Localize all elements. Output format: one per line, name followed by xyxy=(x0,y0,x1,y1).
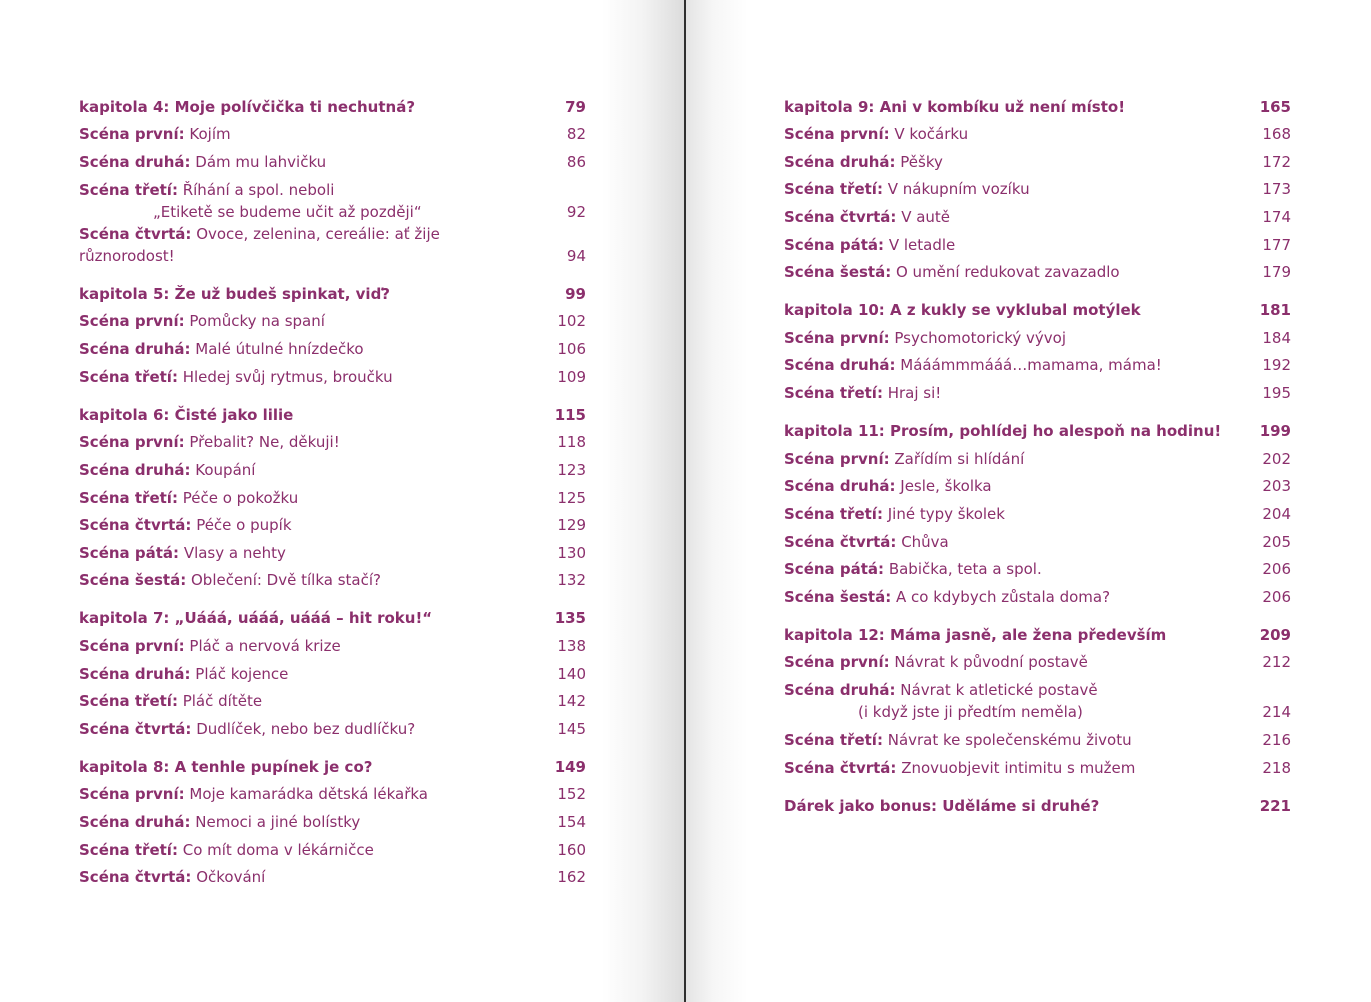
scene-label: Scéna třetí: xyxy=(784,730,883,749)
page-number: 174 xyxy=(1262,207,1291,226)
page-number: 172 xyxy=(1262,152,1291,171)
page-number: 162 xyxy=(557,868,586,887)
toc-scene-entry[interactable] xyxy=(79,481,586,509)
scene-label: Scéna pátá: xyxy=(79,543,180,562)
page-number: 179 xyxy=(1262,263,1291,282)
page-number: 138 xyxy=(557,637,586,655)
toc-scene-entry[interactable] xyxy=(79,629,586,657)
entry-first-line xyxy=(784,588,1110,606)
entry-title xyxy=(79,663,536,685)
scene-label: Scéna druhá: xyxy=(79,152,191,171)
toc-scene-entry[interactable] xyxy=(784,228,1291,256)
toc-scene-entry[interactable] xyxy=(784,376,1291,404)
entry-first-line xyxy=(79,125,231,143)
page-number: 129 xyxy=(557,516,586,535)
entry-title: Dárek jako bonus: Uděláme si druhé? xyxy=(784,796,1100,815)
entry-title: kapitola 5: Že už budeš spinkat, viď? xyxy=(79,284,391,303)
entry-title xyxy=(784,178,1241,200)
toc-scene-entry[interactable] xyxy=(79,778,586,806)
page-number: 216 xyxy=(1262,730,1291,749)
entry-first-line xyxy=(784,681,1098,699)
toc-chapter-entry[interactable] xyxy=(784,789,1291,817)
page-number: 149 xyxy=(554,757,586,776)
toc-scene-entry[interactable] xyxy=(79,145,586,173)
scene-title: Ovoce, zelenina, cereálie: ať žije různorodost! xyxy=(79,224,440,265)
toc-scene-entry[interactable] xyxy=(784,200,1291,228)
entry-title xyxy=(79,431,536,453)
toc-scene-entry[interactable] xyxy=(79,332,586,360)
scene-label: Scéna šestá: xyxy=(784,263,892,282)
entry-title xyxy=(79,839,536,861)
toc-scene-entry[interactable] xyxy=(79,536,586,564)
scene-title: Návrat k původní postavě xyxy=(889,653,1088,672)
scene-title: Mááámmmááá…mamama, máma! xyxy=(895,356,1162,375)
scene-title: Hraj si! xyxy=(882,384,942,403)
scene-title: Koupání xyxy=(190,460,256,479)
entry-first-line xyxy=(784,329,1066,347)
scene-title: Hledej svůj rytmus, broučku xyxy=(177,367,393,386)
entry-title xyxy=(784,503,1241,525)
entry-first-line xyxy=(784,505,1005,523)
entry-first-line xyxy=(79,340,364,358)
entry-title: kapitola 6: Čisté jako lilie xyxy=(79,405,294,424)
toc-scene-entry[interactable] xyxy=(784,751,1291,779)
scene-title: V letadle xyxy=(884,235,956,254)
page-number: 192 xyxy=(1262,356,1291,375)
scene-title: O umění redukovat zavazadlo xyxy=(891,263,1120,282)
toc-scene-entry[interactable] xyxy=(79,426,586,454)
toc-scene-entry[interactable] xyxy=(784,723,1291,751)
scene-label: Scéna první: xyxy=(784,125,890,144)
entry-first-line xyxy=(79,868,265,886)
toc-chapter-entry[interactable] xyxy=(79,277,586,305)
scene-label: Scéna šestá: xyxy=(79,571,187,590)
scene-label: Scéna třetí: xyxy=(784,180,883,199)
entry-first-line xyxy=(79,637,341,655)
entry-title: kapitola 11: Prosím, pohlídej ho alespoň na hodinu! xyxy=(784,422,1222,441)
scene-title: Pláč dítěte xyxy=(177,692,263,711)
entry-first-line xyxy=(79,785,428,803)
scene-title: Dudlíček, nebo bez dudlíčku? xyxy=(191,719,416,738)
page-number: 152 xyxy=(557,785,586,804)
scene-label: Scéna pátá: xyxy=(784,235,885,254)
left-page xyxy=(0,0,684,1002)
scene-label: Scéna třetí: xyxy=(79,692,178,711)
page-number: 132 xyxy=(557,571,586,590)
page-number: 168 xyxy=(1262,125,1291,144)
entry-first-line xyxy=(79,720,415,738)
page-number: 212 xyxy=(1262,653,1291,672)
scene-label: Scéna druhá: xyxy=(784,681,896,700)
toc-scene-entry[interactable] xyxy=(784,349,1291,377)
entry-first-line xyxy=(79,544,286,562)
page-number: 204 xyxy=(1262,504,1291,523)
page-number: 94 xyxy=(566,246,586,265)
entry-title xyxy=(79,569,536,591)
entry-title: kapitola 9: Ani v kombíku už není místo! xyxy=(784,97,1126,116)
entry-title xyxy=(784,327,1241,349)
entry-first-line xyxy=(784,759,1135,777)
entry-title: kapitola 12: Máma jasně, ale žena především xyxy=(784,625,1167,644)
entry-title xyxy=(784,151,1241,173)
scene-title: Jesle, školka xyxy=(895,477,992,496)
entry-title xyxy=(784,206,1241,228)
entry-first-line xyxy=(784,384,941,402)
entry-first-line xyxy=(784,477,992,495)
toc-scene-entry[interactable] xyxy=(784,442,1291,470)
toc-scene-entry[interactable] xyxy=(784,646,1291,674)
scene-label: Scéna čtvrtá: xyxy=(79,868,192,887)
entry-first-line xyxy=(79,665,288,683)
entry-first-line xyxy=(784,450,1024,468)
entry-title xyxy=(784,586,1241,608)
toc-scene-entry[interactable] xyxy=(784,470,1291,498)
scene-title: Vlasy a nehty xyxy=(179,543,286,562)
page-number: 206 xyxy=(1262,560,1291,579)
toc-scene-entry[interactable] xyxy=(79,118,586,146)
entry-first-line xyxy=(79,312,325,330)
scene-label: Scéna třetí: xyxy=(79,488,178,507)
toc-scene-entry[interactable] xyxy=(79,223,586,267)
scene-label: Scéna první: xyxy=(784,328,890,347)
page-number: 130 xyxy=(557,543,586,562)
page-number: 115 xyxy=(554,405,586,424)
scene-title: Co mít doma v lékárničce xyxy=(177,840,374,859)
toc-scene-entry[interactable] xyxy=(784,553,1291,581)
page-number: 209 xyxy=(1259,625,1291,644)
entry-title: kapitola 7: „Uááá, uááá, uááá – hit roku!“ xyxy=(79,609,433,628)
toc-scene-entry[interactable] xyxy=(79,453,586,481)
entry-first-line xyxy=(784,153,943,171)
scene-title: Pláč a nervová krize xyxy=(184,637,341,655)
scene-title: Jiné typy školek xyxy=(882,504,1005,523)
page-number: 145 xyxy=(557,719,586,738)
scene-label: Scéna druhá: xyxy=(784,152,896,171)
page-number: 86 xyxy=(566,152,586,171)
entry-title xyxy=(79,514,536,536)
toc-scene-entry[interactable] xyxy=(79,712,586,740)
page-number: 160 xyxy=(557,840,586,859)
entry-title: kapitola 10: A z kukly se vyklubal motýlek xyxy=(784,301,1141,320)
entry-title xyxy=(784,558,1241,580)
scene-title: Psychomotorický vývoj xyxy=(889,328,1066,347)
page-number: 142 xyxy=(557,692,586,711)
page-number: 154 xyxy=(557,813,586,832)
scene-title: Péče o pupík xyxy=(191,516,292,535)
scene-label: Scéna první: xyxy=(79,785,185,804)
page-number: 199 xyxy=(1259,422,1291,441)
scene-label: Scéna druhá: xyxy=(79,813,191,832)
scene-title-continued: (i když jste ji předtím neměla) xyxy=(858,703,1083,722)
entry-title xyxy=(79,179,536,223)
scene-label: Scéna druhá: xyxy=(79,340,191,359)
toc-scene-entry[interactable] xyxy=(784,145,1291,173)
scene-label: Scéna první: xyxy=(784,449,890,468)
entry-first-line xyxy=(784,208,950,226)
entry-first-line xyxy=(79,841,374,859)
entry-title xyxy=(79,310,536,332)
entry-first-line xyxy=(79,181,334,199)
right-page xyxy=(686,0,1371,1002)
entry-first-line xyxy=(784,533,949,551)
entry-first-line xyxy=(79,153,326,171)
toc-scene-entry[interactable] xyxy=(79,305,586,333)
scene-title: Zařídím si hlídání xyxy=(889,449,1025,468)
entry-title xyxy=(784,382,1241,404)
scene-label: Scéna čtvrtá: xyxy=(79,224,192,243)
entry-first-line xyxy=(784,180,1030,198)
entry-first-line xyxy=(784,560,1042,578)
scene-label: Scéna druhá: xyxy=(79,460,191,479)
entry-title xyxy=(79,223,536,267)
entry-title xyxy=(79,866,536,888)
entry-title xyxy=(784,531,1241,553)
scene-label: Scéna čtvrtá: xyxy=(79,719,192,738)
page-number: 92 xyxy=(566,202,586,221)
scene-title: V autě xyxy=(896,207,951,226)
entry-title xyxy=(79,811,536,833)
entry-first-line xyxy=(79,433,340,451)
scene-title: V nákupním vozíku xyxy=(882,180,1030,199)
toc-chapter-entry[interactable] xyxy=(79,602,586,630)
scene-title: Pláč kojence xyxy=(190,664,289,683)
toc-scene-entry[interactable] xyxy=(79,833,586,861)
toc-chapter-entry[interactable] xyxy=(784,618,1291,646)
scene-title: A co kdybych zůstala doma? xyxy=(891,587,1111,606)
page-number: 202 xyxy=(1262,449,1291,468)
scene-label: Scéna čtvrtá: xyxy=(784,532,897,551)
page-number: 221 xyxy=(1259,796,1291,815)
page-number: 125 xyxy=(557,488,586,507)
page-number: 118 xyxy=(557,433,586,452)
scene-title: Znovuobjevit intimitu s mužem xyxy=(896,758,1136,777)
toc-scene-entry[interactable] xyxy=(79,805,586,833)
entry-title xyxy=(79,338,536,360)
scene-label: Scéna první: xyxy=(79,637,185,655)
toc-chapter-entry[interactable] xyxy=(784,415,1291,443)
scene-label: Scéna první: xyxy=(79,312,185,331)
toc-scene-entry[interactable] xyxy=(79,173,586,223)
page-number: 203 xyxy=(1262,477,1291,496)
scene-label: Scéna třetí: xyxy=(784,384,883,403)
entry-first-line xyxy=(784,731,1132,749)
page-number: 184 xyxy=(1262,328,1291,347)
scene-label: Scéna první: xyxy=(79,433,185,452)
entry-first-line xyxy=(79,225,440,265)
entry-first-line xyxy=(79,692,262,710)
scene-label: Scéna čtvrtá: xyxy=(784,758,897,777)
page-number: 218 xyxy=(1262,758,1291,777)
scene-label: Scéna třetí: xyxy=(784,504,883,523)
toc-chapter-entry[interactable] xyxy=(79,90,586,118)
entry-title xyxy=(79,635,536,657)
page-number: 79 xyxy=(565,97,586,116)
entry-title xyxy=(784,679,1241,723)
scene-title: Nemoci a jiné bolístky xyxy=(190,813,361,832)
scene-title: Chůva xyxy=(896,532,949,551)
scene-title: Návrat ke společenskému životu xyxy=(882,730,1132,749)
scene-label: Scéna pátá: xyxy=(784,560,885,579)
scene-title: Očkování xyxy=(191,868,266,887)
entry-first-line xyxy=(784,236,955,254)
scene-title: Moje kamarádka dětská lékařka xyxy=(184,785,428,804)
scene-title: Pomůcky na spaní xyxy=(184,312,325,331)
toc-scene-entry[interactable] xyxy=(784,256,1291,284)
entry-first-line xyxy=(79,461,255,479)
toc-chapter-entry[interactable] xyxy=(784,294,1291,322)
page-number: 195 xyxy=(1262,384,1291,403)
entry-title xyxy=(784,475,1241,497)
scene-label: Scéna šestá: xyxy=(784,587,892,606)
page-number: 109 xyxy=(557,367,586,386)
entry-first-line xyxy=(79,489,298,507)
scene-title: Dám mu lahvičku xyxy=(190,152,327,171)
toc-scene-entry[interactable] xyxy=(79,360,586,388)
toc-scene-entry[interactable] xyxy=(79,657,586,685)
scene-title: Návrat k atletické postavě xyxy=(895,681,1098,700)
scene-label: Scéna druhá: xyxy=(784,356,896,375)
page-number: 177 xyxy=(1262,235,1291,254)
entry-title xyxy=(79,718,536,740)
entry-title xyxy=(79,487,536,509)
entry-first-line xyxy=(784,263,1120,281)
page-number: 173 xyxy=(1262,180,1291,199)
entry-first-line xyxy=(79,571,381,589)
toc-scene-entry[interactable] xyxy=(784,525,1291,553)
page-number: 214 xyxy=(1262,703,1291,722)
toc-scene-entry[interactable] xyxy=(784,673,1291,723)
page-number: 123 xyxy=(557,460,586,479)
page-number: 102 xyxy=(557,312,586,331)
scene-title: Oblečení: Dvě tílka stačí? xyxy=(186,571,381,590)
entry-title xyxy=(784,234,1241,256)
entry-title xyxy=(784,729,1241,751)
toc-chapter-entry[interactable] xyxy=(79,398,586,426)
toc-scene-entry[interactable] xyxy=(784,118,1291,146)
scene-title: Říhání a spol. neboli xyxy=(177,180,335,199)
entry-title xyxy=(79,366,536,388)
entry-first-line xyxy=(79,368,393,386)
page-number: 106 xyxy=(557,340,586,359)
page-number: 181 xyxy=(1259,301,1291,320)
toc-scene-entry[interactable] xyxy=(79,564,586,592)
scene-label: Scéna třetí: xyxy=(79,180,178,199)
table-of-contents-right xyxy=(784,90,1291,817)
page-number: 135 xyxy=(554,609,586,628)
page-number: 99 xyxy=(565,284,586,303)
entry-title xyxy=(79,151,536,173)
page-number: 165 xyxy=(1259,97,1291,116)
entry-title xyxy=(79,542,536,564)
scene-title: Přebalit? Ne, děkuji! xyxy=(184,433,340,452)
toc-scene-entry[interactable] xyxy=(79,509,586,537)
entry-title xyxy=(79,123,536,145)
scene-label: Scéna druhá: xyxy=(784,477,896,496)
page-number: 82 xyxy=(566,125,586,144)
scene-title: V kočárku xyxy=(889,125,969,144)
page-number: 206 xyxy=(1262,587,1291,606)
scene-title: Malé útulné hnízdečko xyxy=(190,340,364,359)
toc-scene-entry[interactable] xyxy=(784,173,1291,201)
toc-scene-entry[interactable] xyxy=(79,861,586,889)
scene-title: Pěšky xyxy=(895,152,943,171)
entry-title xyxy=(784,354,1241,376)
scene-title: Babička, teta a spol. xyxy=(884,560,1042,579)
entry-first-line xyxy=(784,653,1088,671)
entry-first-line xyxy=(79,516,292,534)
scene-title-continued: „Etiketě se budeme učit až později“ xyxy=(153,202,422,221)
table-of-contents-left xyxy=(79,90,586,888)
entry-title xyxy=(784,651,1241,673)
page-number: 140 xyxy=(557,664,586,683)
scene-label: Scéna první: xyxy=(784,653,890,672)
toc-scene-entry[interactable] xyxy=(79,685,586,713)
page-number: 205 xyxy=(1262,532,1291,551)
toc-chapter-entry[interactable] xyxy=(79,750,586,778)
entry-title: kapitola 4: Moje polívčička ti nechutná? xyxy=(79,97,416,116)
scene-title: Péče o pokožku xyxy=(177,488,299,507)
entry-title xyxy=(784,261,1241,283)
toc-chapter-entry[interactable] xyxy=(784,90,1291,118)
entry-title xyxy=(79,459,536,481)
scene-label: Scéna čtvrtá: xyxy=(784,207,897,226)
scene-label: Scéna první: xyxy=(79,125,185,144)
toc-scene-entry[interactable] xyxy=(784,580,1291,608)
scene-label: Scéna druhá: xyxy=(79,664,191,683)
entry-first-line xyxy=(784,125,968,143)
entry-title xyxy=(79,783,536,805)
entry-title xyxy=(784,757,1241,779)
entry-title xyxy=(79,690,536,712)
scene-label: Scéna třetí: xyxy=(79,367,178,386)
toc-scene-entry[interactable] xyxy=(784,497,1291,525)
entry-first-line xyxy=(79,813,360,831)
scene-label: Scéna třetí: xyxy=(79,840,178,859)
entry-title xyxy=(784,123,1241,145)
entry-title xyxy=(784,448,1241,470)
entry-title: kapitola 8: A tenhle pupínek je co? xyxy=(79,757,373,776)
scene-label: Scéna čtvrtá: xyxy=(79,516,192,535)
scene-title: Kojím xyxy=(184,125,231,144)
toc-scene-entry[interactable] xyxy=(784,321,1291,349)
entry-first-line xyxy=(784,356,1162,374)
